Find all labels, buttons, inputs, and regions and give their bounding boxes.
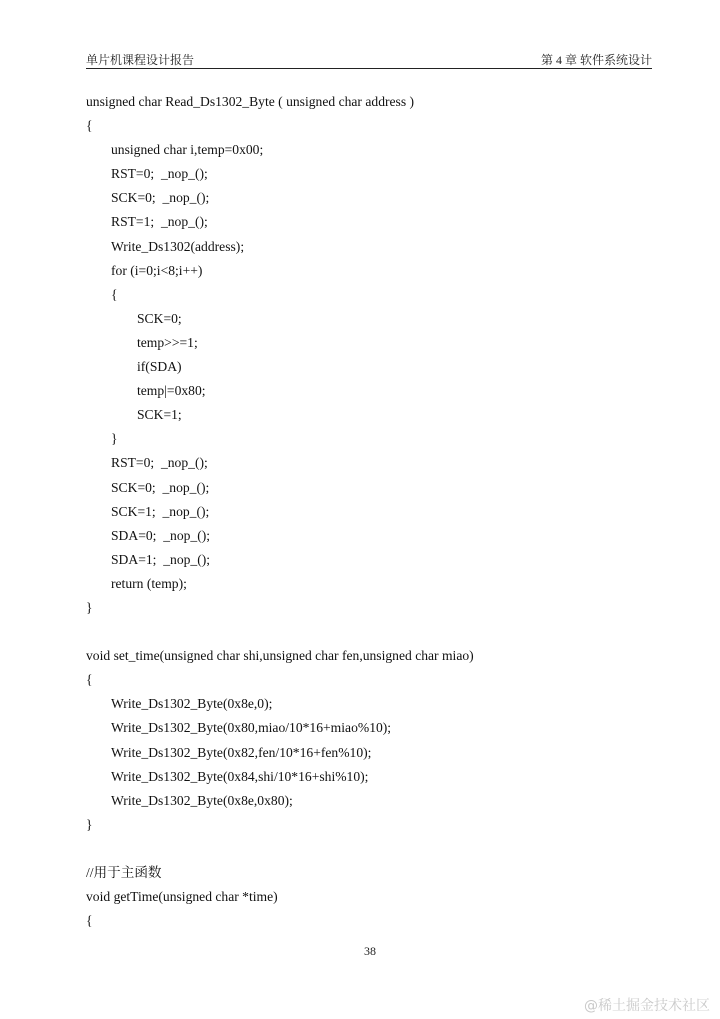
code-line: {	[86, 118, 93, 134]
code-line	[86, 837, 660, 861]
code-line: unsigned char Read_Ds1302_Byte ( unsigned char address )	[86, 94, 415, 109]
code-line: temp>>=1;	[137, 334, 198, 350]
code-line: }	[86, 816, 93, 832]
code-line: }	[111, 431, 118, 447]
watermark: @稀土掘金技术社区	[584, 998, 710, 1014]
header-title: 单片机课程设计报告	[86, 53, 195, 67]
code-line: return (temp);	[111, 575, 187, 591]
code-line: SCK=0; _nop_();	[111, 190, 210, 206]
header-chapter: 第 4 章 软件系统设计	[540, 53, 652, 67]
code-line: {	[86, 672, 93, 688]
code-listing	[86, 90, 660, 933]
code-line: //用于主函数	[86, 865, 162, 880]
code-line: }	[86, 599, 93, 615]
code-line: void set_time(unsigned char shi,unsigned char fen,unsigned char miao)	[86, 648, 474, 664]
code-line: Write_Ds1302_Byte(0x80,miao/10*16+miao%10);	[111, 720, 392, 736]
code-line: {	[86, 913, 93, 929]
page-number: 38	[364, 944, 376, 958]
code-line: Write_Ds1302_Byte(0x82,fen/10*16+fen%10);	[111, 744, 372, 760]
code-line: if(SDA)	[137, 359, 182, 375]
code-line: unsigned char i,temp=0x00;	[111, 142, 264, 158]
code-line: temp|=0x80;	[137, 383, 206, 399]
code-line: Write_Ds1302_Byte(0x84,shi/10*16+shi%10);	[111, 768, 369, 784]
code-line: SCK=0; _nop_();	[111, 479, 210, 495]
code-line: Write_Ds1302_Byte(0x8e,0x80);	[111, 792, 293, 808]
code-line: Write_Ds1302(address);	[111, 238, 245, 254]
code-line: SDA=1; _nop_();	[111, 551, 211, 567]
code-line: SDA=0; _nop_();	[111, 527, 211, 543]
code-line: void getTime(unsigned char *time)	[86, 889, 278, 905]
code-line: SCK=0;	[137, 310, 182, 326]
code-line: Write_Ds1302_Byte(0x8e,0);	[111, 696, 273, 712]
code-line: RST=1; _nop_();	[111, 214, 208, 230]
code-line: RST=0; _nop_();	[111, 455, 208, 471]
code-line	[86, 620, 660, 644]
code-line: {	[111, 286, 118, 302]
code-line: RST=0; _nop_();	[111, 166, 208, 182]
code-line: SCK=1;	[137, 407, 182, 423]
code-line: SCK=1; _nop_();	[111, 503, 210, 519]
page-header	[86, 50, 652, 69]
code-line: for (i=0;i<8;i++)	[111, 262, 203, 278]
